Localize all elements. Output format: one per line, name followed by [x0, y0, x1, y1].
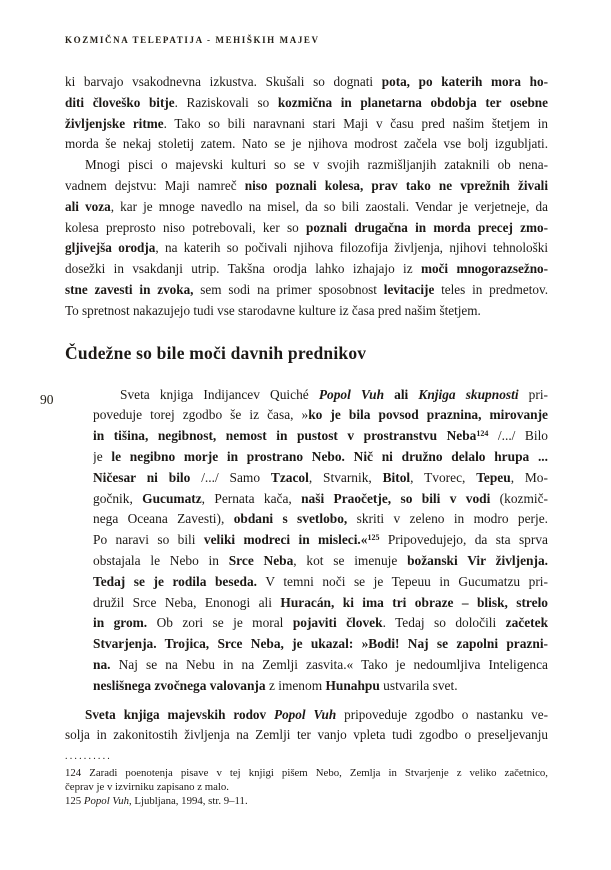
footnote-lines [65, 767, 548, 808]
quote-popol-vuh [65, 385, 548, 697]
text-segment: stne zavesti in zvoka, [65, 281, 194, 297]
text-segment: le negibno morje in prostrano Nebo. Nič ni družno delalo hrupa ... [111, 448, 548, 464]
footnote-line [65, 767, 548, 781]
text-segment: dosežki in vsakdanji utrip. Takšna orodja lahko izhajajo iz [65, 261, 421, 277]
text-segment: , Pernata kača, [201, 490, 302, 506]
text-segment: , Tvorec, [410, 469, 477, 485]
text-segment: moči mnogorazsežno- [420, 261, 548, 277]
text-line [93, 634, 548, 655]
text-segment: levitacije [383, 281, 435, 297]
text-segment: ko je bila povsod praznina, mirovanje [308, 407, 548, 423]
text-line [65, 301, 548, 322]
text-line [93, 613, 548, 634]
text-segment: poznali drugačna in morda precej zmo- [306, 219, 548, 235]
text-segment: 124 [476, 429, 489, 439]
text-segment: Tedaj se je rodila beseda. [93, 573, 258, 589]
footnote-line [65, 781, 548, 795]
text-segment: Gucumatz [142, 490, 202, 506]
text-segment: skriti v zeleno in modro perje. [347, 511, 548, 527]
text-segment: Sveta knjiga Indijancev Quiché [120, 386, 319, 402]
text-segment: vadnem dejstvu: Maji namreč [65, 177, 245, 193]
text-segment: z imenom [265, 677, 326, 693]
text-segment: Tepeu [476, 469, 511, 485]
text-line [65, 134, 548, 155]
text-line [65, 197, 548, 218]
text-segment: , Mo- [510, 469, 548, 485]
paragraph-2 [65, 155, 548, 321]
text-segment: teles in predmetov. [434, 281, 548, 297]
text-segment: , kar je mnoge navedlo na misel, da so bili zaostali. Vendar je verjetneje, da [110, 198, 548, 214]
text-segment: , kot se imenuje [293, 552, 408, 568]
text-segment: Stvarjenja. Trojica, Srce Neba, je ukazal: »Bodi! Naj se zapolni prazni- [93, 636, 548, 652]
footnotes [65, 752, 548, 808]
text-segment: božanski Vir življenja. [407, 552, 548, 568]
text-line [65, 114, 548, 135]
text-segment: morda še nekaj stoletij zatem. Nato se je njihova modrost začela vse bolj izgubljati. [65, 136, 548, 152]
text-segment: Huracán, ki ima tri obraze – blisk, strelo [280, 594, 548, 610]
text-segment: . Raziskovali so [174, 94, 278, 110]
text-segment: Mnogi pisci o majevski kulturi so se v svojih razmišljanjih zataknili ob nena- [85, 157, 548, 173]
text-segment: Popol Vuh [274, 706, 337, 722]
text-line [93, 676, 548, 697]
text-segment: Po naravi so bili [93, 532, 204, 548]
text-segment: Pripovedujejo, da sta sprva [379, 532, 548, 548]
text-segment: Tzacol [270, 469, 309, 485]
text-line [65, 259, 548, 280]
text-segment: pota, po katerih mora ho- [381, 74, 548, 89]
text-segment: Ničesar ni bilo [93, 469, 191, 485]
text-segment: ustvarila svet. [379, 677, 458, 693]
text-line [93, 489, 548, 510]
text-segment: Ob zori se je moral [147, 615, 293, 631]
text-segment: pripoveduje zgodbo o nastanku ve- [336, 706, 548, 722]
text-segment: kozmična in planetarna obdobja ter osebne [277, 94, 548, 110]
text-segment: neslišnega zvočnega valovanja [93, 677, 266, 693]
text-segment: Popol Vuh [318, 386, 385, 402]
text-line [93, 447, 548, 468]
page-number: 90 [40, 392, 54, 407]
text-segment: ali [384, 386, 419, 402]
text-line [65, 705, 548, 726]
footnote-line [65, 795, 548, 809]
text-segment: pojaviti človek [292, 615, 383, 631]
text-line [65, 72, 548, 93]
paragraph-3 [65, 705, 548, 747]
text-segment: V temni noči se je Tepeuu in Gucumatzu pri- [257, 573, 548, 589]
body-text [65, 72, 548, 746]
text-segment: čeprav je v izvirniku zapisano z malo. [65, 780, 229, 793]
text-segment: gočnik, [93, 490, 143, 506]
text-segment: . Tedaj so določili [382, 615, 506, 631]
text-line [65, 176, 548, 197]
text-segment: 124 Zaradi poenotenja pisave v tej knjigi pišem Nebo, Zemlja in Stvarjenje z veliko začetnico, [65, 767, 548, 779]
text-segment: pri- [518, 386, 548, 402]
text-line [93, 530, 548, 551]
text-line [93, 551, 548, 572]
text-segment: /.../ Bilo [488, 428, 548, 444]
text-line [93, 385, 548, 406]
text-column [65, 72, 548, 746]
text-line [93, 509, 548, 530]
text-segment: obstajala le Nebo in [93, 552, 229, 568]
text-segment: . Tako so bili naravnani stari Maji v času pred našim štetjem in [163, 115, 548, 131]
text-line [93, 593, 548, 614]
text-segment: poveduje torej zgodbo še iz časa, » [93, 407, 309, 423]
text-line [65, 280, 548, 301]
text-segment: gljivejša orodja [65, 240, 156, 256]
text-line [93, 426, 548, 447]
text-segment: nega Oceana Zavesti), [93, 511, 234, 527]
text-segment: naši Praočetje, so bili v vodi [301, 490, 491, 506]
text-segment: je [93, 448, 112, 464]
text-segment: /.../ Samo [190, 469, 271, 485]
text-line [93, 468, 548, 489]
text-segment: Srce Neba [228, 552, 294, 568]
text-segment: Hunahpu [325, 677, 380, 693]
text-segment: veliki modreci in misleci.« [203, 532, 368, 548]
section-heading: Čudežne so bile moči davnih prednikov [65, 342, 367, 363]
text-segment: solja in zakonitostih življenja na Zemlji ter vanjo vpleta tudi zgodbo o preseljevanju [65, 727, 548, 743]
text-segment: niso poznali kolesa, prav tako ne vprežnih živali [244, 177, 548, 193]
text-segment: Naj se na Nebu in na Zemlji zasvita.« Tako je nedoumljiva Inteligenca [110, 656, 548, 672]
text-segment: , Stvarnik, [308, 469, 383, 485]
footnote-separator: .......... [65, 751, 112, 762]
paragraph-1 [65, 72, 548, 155]
text-line [65, 155, 548, 176]
text-segment: kolesa preprosto niso potrebovali, ker so [65, 219, 307, 235]
text-line [65, 725, 548, 746]
text-segment: 125 [65, 794, 84, 807]
text-line [93, 572, 548, 593]
text-segment: družil Srce Neba, Enonogi ali [93, 594, 281, 610]
text-segment: in tišina, negibnost, nemost in pustost v prostranstvu Neba [93, 428, 477, 444]
text-segment: , na katerih so počivali njihova filozofija življenja, njihovi tehnološki [155, 240, 548, 256]
text-line [93, 405, 548, 426]
text-segment: sem sodi na primer sposobnost [193, 281, 384, 297]
text-segment: na. [93, 656, 111, 672]
text-segment: Sveta knjiga majevskih rodov [85, 706, 275, 722]
text-line [65, 93, 548, 114]
text-segment: 125 [367, 533, 380, 543]
text-segment: življenjske ritme [65, 115, 164, 131]
running-header: KOZMIČNA TELEPATIJA - MEHIŠKIH MAJEV [65, 35, 320, 45]
text-segment: Bitol [382, 469, 411, 485]
text-segment: obdani s svetlobo, [233, 511, 348, 527]
text-segment: Knjiga skupnosti [418, 386, 519, 402]
text-line [65, 218, 548, 239]
text-line [93, 655, 548, 676]
text-segment: ki barvajo vsakodnevna izkustva. Skušali so dognati [65, 74, 382, 89]
text-segment: , Ljubljana, 1994, str. 9–11. [129, 794, 248, 807]
text-segment: ali voza [65, 198, 111, 214]
text-segment: To spretnost nakazujejo tudi vse starodavne kulture iz časa pred našim štetjem. [65, 302, 481, 318]
text-segment: in grom. [93, 615, 148, 631]
text-segment: Popol Vuh [83, 794, 129, 807]
text-segment: diti človeško bitje [65, 94, 175, 110]
text-line [65, 238, 548, 259]
text-segment: začetek [505, 615, 548, 631]
text-segment: (kozmič- [490, 490, 548, 506]
